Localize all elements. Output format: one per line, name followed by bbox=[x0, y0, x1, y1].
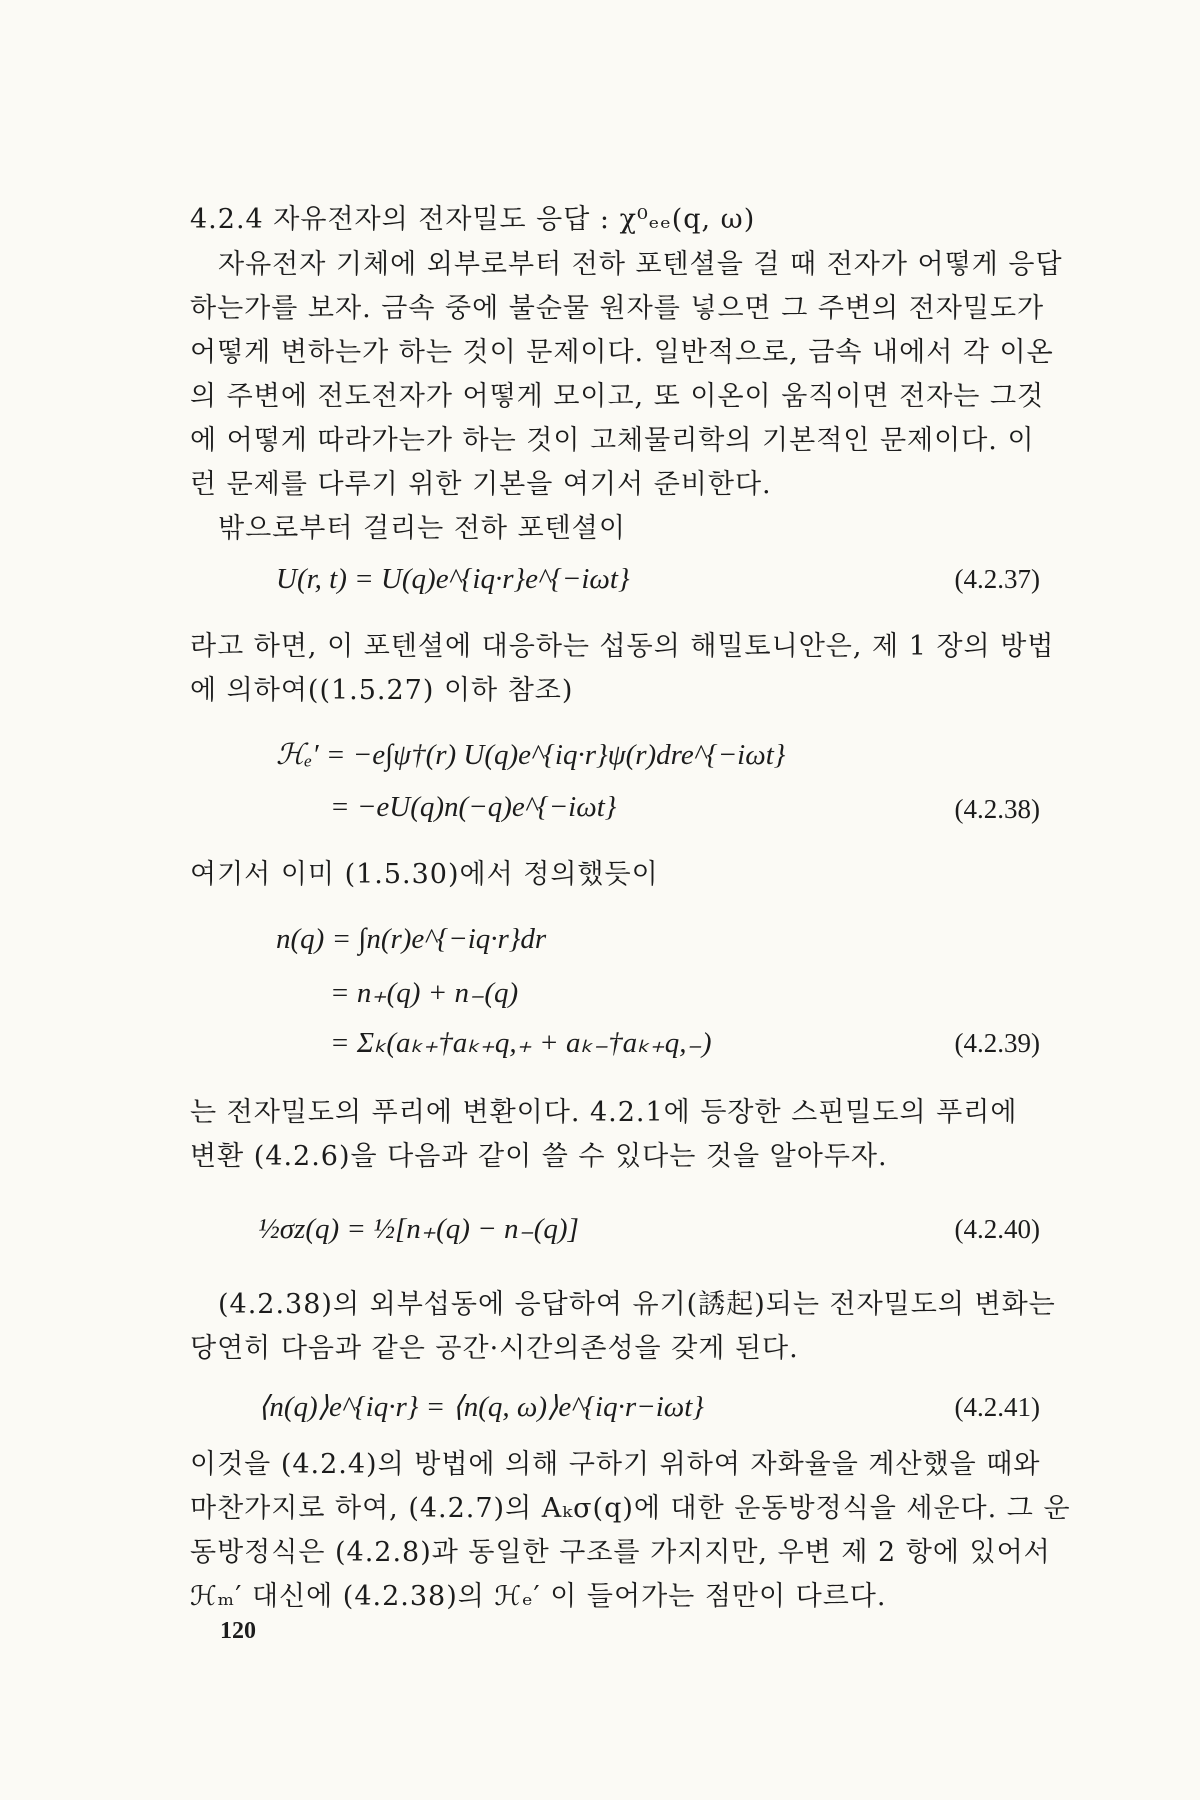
paragraph-line: 이것을 (4.2.4)의 방법에 의해 구하기 위하여 자화율을 계산했을 때와 bbox=[190, 1449, 1041, 1480]
equation-4-2-38-line1: ℋₑ′ = −e∫ψ†(r) U(q)e^{iq·r}ψ(r)dre^{−iωt} bbox=[276, 739, 786, 771]
equation-number: (4.2.37) bbox=[954, 564, 1040, 594]
equation-4-2-37: U(r, t) = U(q)e^{iq·r}e^{−iωt} bbox=[276, 563, 630, 595]
paragraph-line: 하는가를 보자. 금속 중에 불순물 원자를 넣으면 그 주변의 전자밀도가 bbox=[190, 293, 1045, 324]
equation-4-2-40: ½σz(q) = ½[n₊(q) − n₋(q)] bbox=[258, 1213, 579, 1245]
paragraph-line: 는 전자밀도의 푸리에 변환이다. 4.2.1에 등장한 스핀밀도의 푸리에 bbox=[190, 1097, 1018, 1128]
paragraph-line: 어떻게 변하는가 하는 것이 문제이다. 일반적으로, 금속 내에서 각 이온 bbox=[190, 337, 1054, 368]
section-heading: 4.2.4 자유전자의 전자밀도 응답 : χ⁰ₑₑ(q, ω) bbox=[190, 204, 756, 235]
paragraph-line: 자유전자 기체에 외부로부터 전하 포텐셜을 걸 때 전자가 어떻게 응답 bbox=[218, 249, 1063, 280]
equation-number: (4.2.38) bbox=[954, 794, 1040, 824]
paragraph-line: 여기서 이미 (1.5.30)에서 정의했듯이 bbox=[190, 859, 659, 890]
paragraph-line: 라고 하면, 이 포텐셜에 대응하는 섭동의 해밀토니안은, 제 1 장의 방법 bbox=[190, 631, 1055, 662]
page-number: 120 bbox=[220, 1618, 256, 1644]
equation-number: (4.2.39) bbox=[954, 1028, 1040, 1058]
equation-number: (4.2.40) bbox=[954, 1214, 1040, 1244]
equation-4-2-39-line3: = Σₖ(aₖ₊†aₖ₊q,₊ + aₖ₋†aₖ₊q,₋) bbox=[330, 1027, 712, 1059]
paragraph-line: (4.2.38)의 외부섭동에 응답하여 유기(誘起)되는 전자밀도의 변화는 bbox=[218, 1289, 1056, 1320]
equation-number: (4.2.41) bbox=[954, 1392, 1040, 1422]
paragraph-line: ℋₘ′ 대신에 (4.2.38)의 ℋₑ′ 이 들어가는 점만이 다르다. bbox=[190, 1581, 887, 1612]
paragraph-line: 마찬가지로 하여, (4.2.7)의 Aₖσ(q)에 대한 운동방정식을 세운다. 그 운 bbox=[190, 1493, 1071, 1524]
paragraph-line: 당연히 다음과 같은 공간·시간의존성을 갖게 된다. bbox=[190, 1333, 799, 1364]
equation-4-2-38-line2: = −eU(q)n(−q)e^{−iωt} bbox=[330, 791, 617, 823]
equation-4-2-39-line2: = n₊(q) + n₋(q) bbox=[330, 977, 519, 1009]
paragraph-line: 밖으로부터 걸리는 전하 포텐셜이 bbox=[218, 513, 626, 544]
paragraph-line: 동방정식은 (4.2.8)과 동일한 구조를 가지지만, 우변 제 2 항에 있어서 bbox=[190, 1537, 1051, 1568]
paragraph-line: 에 어떻게 따라가는가 하는 것이 고체물리학의 기본적인 문제이다. 이 bbox=[190, 425, 1035, 456]
paragraph-line: 런 문제를 다루기 위한 기본을 여기서 준비한다. bbox=[190, 469, 772, 500]
equation-4-2-41: ⟨n(q)⟩e^{iq·r} = ⟨n(q, ω)⟩e^{iq·r−iωt} bbox=[258, 1391, 704, 1423]
equation-4-2-39-line1: n(q) = ∫n(r)e^{−iq·r}dr bbox=[276, 923, 547, 955]
paragraph-line: 에 의하여((1.5.27) 이하 참조) bbox=[190, 675, 574, 706]
paragraph-line: 변환 (4.2.6)을 다음과 같이 쓸 수 있다는 것을 알아두자. bbox=[190, 1141, 888, 1172]
paragraph-line: 의 주변에 전도전자가 어떻게 모이고, 또 이온이 움직이면 전자는 그것 bbox=[190, 381, 1045, 412]
